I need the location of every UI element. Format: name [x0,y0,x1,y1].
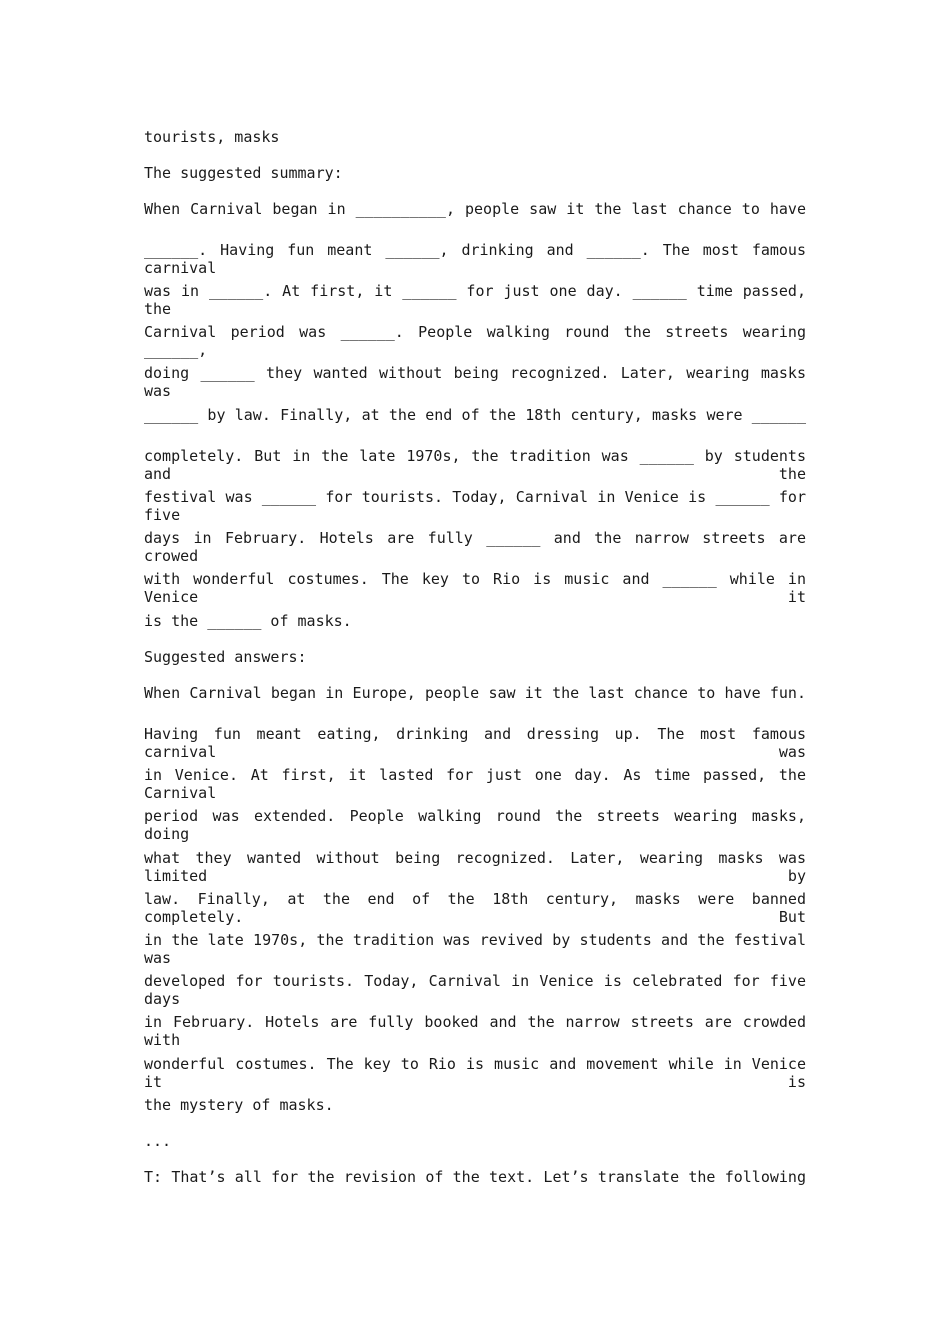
section-heading: The suggested summary: [144,164,343,182]
answer-line: in Venice. At first, it lasted for just one day. As time passed, the Carnival [144,766,806,802]
summary-line: is the ______ of masks. [144,612,352,630]
summary-line: ______. Having fun meant ______, drinking and ______. The most famous carnival [144,241,806,277]
section-heading: Suggested answers: [144,648,307,666]
teacher-line: T: That’s all for the revision of the text. Let’s translate the following [144,1168,806,1186]
summary-line: doing ______ they wanted without being recognized. Later, wearing masks was [144,364,806,400]
summary-line: with wonderful costumes. The key to Rio is music and ______ while in Venice it [144,570,806,606]
answer-line: wonderful costumes. The key to Rio is music and movement while in Venice it is [144,1055,806,1091]
answer-line: Having fun meant eating, drinking and dressing up. The most famous carnival was [144,725,806,761]
ellipsis: ... [144,1132,172,1150]
answer-line: developed for tourists. Today, Carnival in Venice is celebrated for five days [144,972,806,1008]
answer-line: law. Finally, at the end of the 18th century, masks were banned completely. But [144,890,806,926]
summary-line: When Carnival began in __________, people saw it the last chance to have [144,200,806,218]
answer-line: period was extended. People walking round the streets wearing masks, doing [144,807,806,843]
summary-line: days in February. Hotels are fully ______ and the narrow streets are crowed [144,529,806,565]
summary-line: was in ______. At first, it ______ for just one day. ______ time passed, the [144,282,806,318]
summary-line: festival was ______ for tourists. Today, Carnival in Venice is ______ for five [144,488,806,524]
summary-line: ______ by law. Finally, at the end of the 18th century, masks were ______ [144,406,806,424]
answer-line: the mystery of masks. [144,1096,334,1114]
answer-line: When Carnival began in Europe, people saw it the last chance to have fun. [144,684,806,702]
answer-line: in the late 1970s, the tradition was revived by students and the festival was [144,931,806,967]
summary-line: completely. But in the late 1970s, the tradition was ______ by students and the [144,447,806,483]
summary-line: Carnival period was ______. People walking round the streets wearing ______, [144,323,806,359]
text-line: tourists, masks [144,128,280,146]
answer-line: what they wanted without being recognized. Later, wearing masks was limited by [144,849,806,885]
answer-line: in February. Hotels are fully booked and the narrow streets are crowded with [144,1013,806,1049]
